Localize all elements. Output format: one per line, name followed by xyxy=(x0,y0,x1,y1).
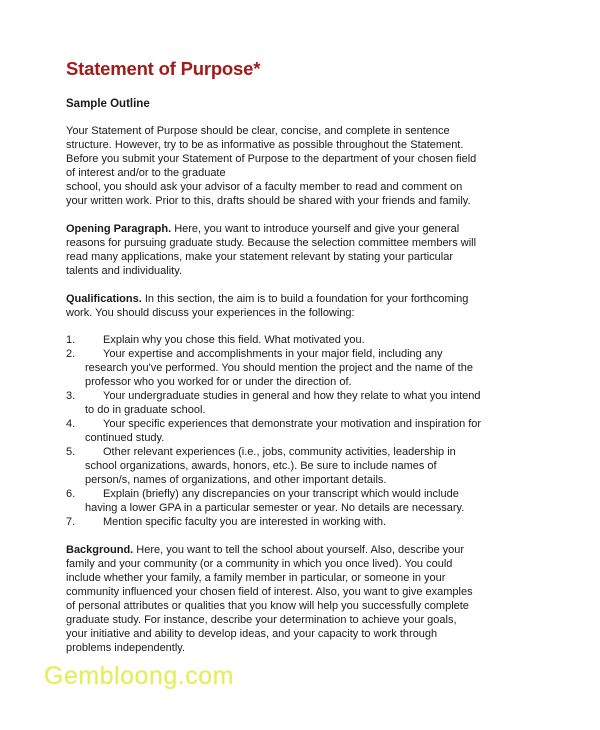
list-item-text xyxy=(85,487,522,515)
list-item-line: Mention specific faculty you are interested in working with. xyxy=(103,516,387,528)
list-item-line: Your undergraduate studies in general and how they relate to what you intend xyxy=(103,390,481,402)
intro-line: school, you should ask your advisor of a faculty member to read and comment on xyxy=(66,181,463,193)
qualifications-heading: Qualifications. xyxy=(66,293,142,305)
qualifications-first-text: In this section, the aim is to build a foundation for your forthcoming xyxy=(141,293,469,305)
background-paragraph xyxy=(66,543,522,655)
background-first-line xyxy=(66,543,522,557)
list-item xyxy=(66,347,522,389)
background-line: your initiative and ability to develop ideas, and your capacity to work through xyxy=(66,628,438,640)
opening-line: read many applications, make your statement relevant by stating your particular xyxy=(66,251,454,263)
list-item-text xyxy=(85,445,522,487)
list-item-text xyxy=(85,389,522,417)
list-item-line: Your specific experiences that demonstrate your motivation and inspiration for xyxy=(103,418,482,430)
qualifications-paragraph xyxy=(66,292,522,320)
list-item-line: school organizations, awards, honors, etc.). Be sure to include names of xyxy=(85,460,437,472)
opening-first-line xyxy=(66,222,522,236)
list-item-line: person/s, names of organizations, and other important details. xyxy=(85,474,387,486)
intro-paragraph xyxy=(66,124,522,208)
opening-paragraph xyxy=(66,222,522,278)
background-line: community influenced your chosen field of interest. Also, you want to give examples xyxy=(66,586,473,598)
opening-first-text: Here, you want to introduce yourself and give your general xyxy=(171,223,460,235)
list-item xyxy=(66,333,522,347)
list-item-line: professor who you worked for or under the direction of. xyxy=(85,376,352,388)
list-item-number: 5. xyxy=(66,446,76,458)
list-item-text xyxy=(85,417,522,445)
list-item-line: to do in graduate school. xyxy=(85,404,206,416)
list-item-number: 4. xyxy=(66,418,76,430)
document-subtitle: Sample Outline xyxy=(66,98,150,110)
qualifications-line: work. You should discuss your experiences in the following: xyxy=(66,307,355,319)
list-item-number: 2. xyxy=(66,348,76,360)
qualifications-first-line xyxy=(66,292,522,306)
intro-line: structure. However, try to be as informative as possible throughout the Statement. xyxy=(66,139,464,151)
intro-line: Before you submit your Statement of Purpose to the department of your chosen field xyxy=(66,153,477,165)
list-item-line: Other relevant experiences (i.e., jobs, community activities, leadership in xyxy=(103,446,456,458)
list-item xyxy=(66,515,522,529)
intro-line: Your Statement of Purpose should be clear, concise, and complete in sentence xyxy=(66,125,450,137)
list-item-line: continued study. xyxy=(85,432,165,444)
background-first-text: Here, you want to tell the school about yourself. Also, describe your xyxy=(133,544,465,556)
list-item-line: Your expertise and accomplishments in your major field, including any xyxy=(103,348,443,360)
background-line: of personal attributes or qualities that you know will help you successfully complete xyxy=(66,600,469,612)
list-item-line: having a lower GPA in a particular semester or year. No details are necessary. xyxy=(85,502,465,514)
outline-list xyxy=(66,333,522,529)
list-item-number: 7. xyxy=(66,516,76,528)
list-item-text xyxy=(85,347,522,389)
intro-line: of interest and/or to the graduate xyxy=(66,167,226,179)
background-line: include whether your family, a family member in particular, or someone in your xyxy=(66,572,446,584)
list-item-line: Explain why you chose this field. What motivated you. xyxy=(103,334,365,346)
background-line: problems independently. xyxy=(66,642,186,654)
list-item xyxy=(66,487,522,515)
list-item-number: 6. xyxy=(66,488,76,500)
list-item xyxy=(66,445,522,487)
list-item xyxy=(66,417,522,445)
background-heading: Background. xyxy=(66,544,134,556)
list-item xyxy=(66,389,522,417)
opening-line: talents and individuality. xyxy=(66,265,182,277)
list-item-number: 1. xyxy=(66,334,76,346)
document-title: Statement of Purpose* xyxy=(66,58,261,79)
intro-line: your written work. Prior to this, drafts should be shared with your friends and family. xyxy=(66,195,471,207)
opening-heading: Opening Paragraph. xyxy=(66,223,172,235)
background-line: graduate study. For instance, describe your determination to achieve your goals, xyxy=(66,614,457,626)
background-line: family and your community (or a community in which you once lived). You could xyxy=(66,558,453,570)
opening-line: reasons for pursuing graduate study. Because the selection committee members will xyxy=(66,237,477,249)
list-item-line: Explain (briefly) any discrepancies on your transcript which would include xyxy=(103,488,459,500)
watermark-text: Gembloong.com xyxy=(44,662,234,690)
list-item-line: research you've performed. You should mention the project and the name of the xyxy=(85,362,473,374)
list-item-text xyxy=(85,333,522,347)
list-item-text xyxy=(85,515,522,529)
list-item-number: 3. xyxy=(66,390,76,402)
